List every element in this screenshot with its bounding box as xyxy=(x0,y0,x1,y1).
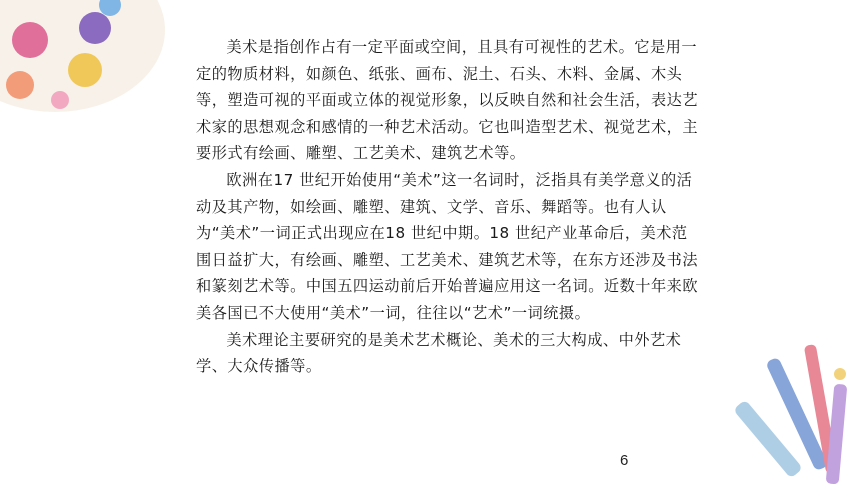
paragraph-definition: 美术是指创作占有一定平面或空间，且具有可视性的艺术。它是用一定的物质材料，如颜色、纸张、画布、泥土、石头、木料、金属、木头等，塑造可视的平面或立体的视觉形象，以反映自然和社会生活，表达艺术家的思想观念和感情的一种艺术活动。它也叫造型艺术、视觉艺术，主要形式有绘画、雕塑、工艺美术、建筑艺术等。 xyxy=(196,38,698,163)
paint-palette-decoration xyxy=(0,0,170,130)
paint-dot-yellow xyxy=(68,53,102,87)
paint-dot-orange xyxy=(6,71,34,99)
body-text xyxy=(196,34,700,380)
art-tools-decoration xyxy=(730,334,860,484)
page-number: 6 xyxy=(620,452,629,469)
paint-splash xyxy=(834,368,846,380)
paint-dot-pink xyxy=(12,22,48,58)
paragraph-theory: 美术理论主要研究的是美术艺术概论、美术的三大构成、中外艺术学、大众传播等。 xyxy=(196,330,682,376)
paint-dot-light-pink xyxy=(51,91,69,109)
paragraph-history: 欧洲在17 世纪开始使用“美术”这一名词时，泛指具有美学意义的活动及其产物，如绘画、雕塑、建筑、文学、音乐、舞蹈等。也有人认为“美术”一词正式出现应在18 世纪中期。18 世纪产业革命后，美术范围日益扩大，有绘画、雕塑、工艺美术、建筑艺术等，在东方还涉及书法和篆刻艺术等。中国五四运动前后开始普遍应用这一名词。近数十年来欧美各国已不大使用“美术”一词，往往以“艺术”一词统摄。 xyxy=(196,170,698,322)
paint-dot-purple xyxy=(79,12,111,44)
